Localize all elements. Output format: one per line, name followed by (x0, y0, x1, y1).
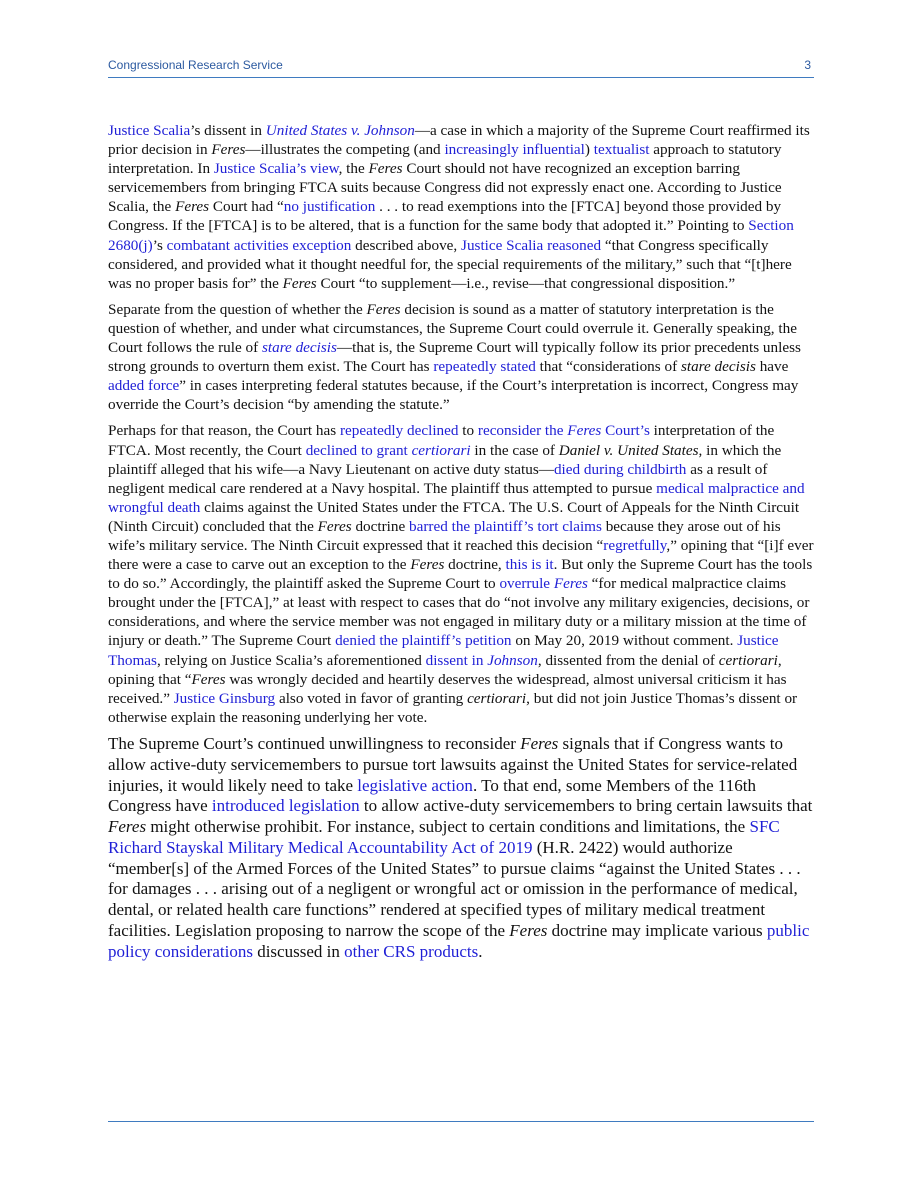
text: . To that end, some Members of the 116th Congress have (108, 775, 756, 816)
italic-text: stare decisis (261, 339, 337, 357)
text: Separate from the question of whether the (108, 300, 367, 318)
link-regretfully[interactable]: regretfully (603, 536, 667, 554)
link-medical-malpractice-and-wrongful-death[interactable]: medical malpractice and wrongful death (108, 479, 805, 516)
text: The Supreme Court’s continued unwillingness to reconsider (108, 733, 521, 753)
text: to (458, 422, 478, 440)
link-united-states-v-johnson[interactable] (266, 122, 415, 139)
text: ’s (152, 236, 167, 254)
link-text: dissent in (425, 651, 488, 669)
italic-text: Feres (211, 141, 246, 159)
text: . But only the Supreme Court has the tools to do so.” Accordingly, the plaintiff asked the Supreme Court to (108, 556, 813, 593)
italic-text: Feres (520, 733, 559, 753)
link-repeatedly-declined[interactable]: repeatedly declined (339, 422, 459, 440)
page-header (108, 58, 814, 74)
text: ,” opining that “[i]f ever there were a case to carve out an exception to the (108, 536, 814, 574)
header-rule (108, 77, 814, 78)
link-other-crs-products[interactable]: other CRS products (344, 941, 479, 961)
link-declined-to-grant-certiorari[interactable] (306, 442, 471, 459)
link-justice-scalia-reasoned[interactable]: Justice Scalia reasoned (461, 236, 602, 254)
text: described above, (351, 236, 462, 254)
paragraph-scalia-dissent (108, 121, 814, 293)
link-stare-decisis[interactable] (262, 339, 337, 356)
text: , the (338, 160, 369, 178)
link-introduced-legislation[interactable]: introduced legislation (211, 796, 360, 816)
text: Court should not have recognized an exception barring servicemembers from bringing FTCA suits because Congress did not expressly enact one. According to Justice Scalia, the (108, 160, 782, 216)
link-overrule-feres[interactable] (499, 575, 587, 592)
text: also voted in favor of granting (275, 689, 468, 707)
link-public-policy-considerations[interactable]: public policy considerations (108, 921, 810, 961)
page-number: 3 (804, 58, 811, 72)
text: to allow active-duty servicemembers to bring certain lawsuits that (359, 796, 813, 816)
italic-text: Feres (108, 817, 147, 837)
link-justice-ginsburg[interactable]: Justice Ginsburg (173, 689, 276, 707)
text: —illustrates the competing (and (245, 141, 445, 159)
italic-text: Feres (509, 921, 548, 941)
text: discussed in (252, 941, 345, 961)
text: Court “to supplement—i.e., revise—that congressional disposition.” (316, 274, 736, 292)
italic-text: Feres (567, 422, 602, 440)
link-dissent-in-johnson[interactable] (426, 652, 538, 669)
link-denied-the-plaintiffs-petition[interactable]: denied the plaintiff’s petition (335, 632, 512, 650)
italic-text: certiorari (467, 689, 527, 707)
text: in the case of (470, 441, 559, 459)
italic-text: Feres (410, 556, 445, 574)
text: ) (584, 141, 594, 159)
link-barred-the-plaintiffs-tort-claims[interactable]: barred the plaintiff’s tort claims (409, 517, 602, 535)
document-body (108, 121, 814, 970)
text: might otherwise prohibit. For instance, subject to certain conditions and limitations, the (146, 817, 750, 837)
link-section-2680j[interactable]: Section 2680(j) (108, 217, 794, 254)
link-legislative-action[interactable]: legislative action (357, 775, 473, 795)
paragraph-daniel-v-united-states (108, 421, 814, 727)
link-died-during-childbirth[interactable]: died during childbirth (553, 460, 687, 478)
text: decision is sound as a matter of statutory interpretation is the question of whether, and under what circumstances, the Supreme Court could overrule it. Generally speaking, the Court follows the rule of (108, 300, 797, 357)
link-text: overrule (499, 575, 554, 593)
italic-text: Feres (366, 300, 401, 318)
text: , but did not join Justice Thomas’s dissent or otherwise explain the reasoning underlying her vote. (108, 689, 798, 726)
link-justice-scalia[interactable]: Justice Scalia (108, 122, 191, 139)
link-no-justification[interactable]: no justification (283, 198, 376, 216)
footer-rule (108, 1121, 814, 1122)
text: have (755, 358, 789, 376)
paragraph-stare-decisis (108, 300, 814, 415)
italic-text: Feres (368, 160, 403, 178)
link-textualist[interactable]: textualist (593, 141, 650, 159)
text: Perhaps for that reason, the Court has (108, 422, 340, 440)
text: ” in cases interpreting federal statutes because, if the Court’s interpretation is incorrect, Congress may override the Court’s decision “by amending the statute.” (108, 377, 799, 414)
text: , dissented from the denial of (537, 651, 719, 669)
italic-text: Feres (553, 575, 588, 593)
text: ’s dissent in (190, 122, 266, 139)
text: was wrongly decided and heartily deserves the widespread, almost universal criticism it has received.” (108, 670, 787, 707)
text: , relying on Justice Scalia’s aforementioned (156, 651, 426, 669)
text: —a case in which a majority of the Supreme Court reaffirmed its prior decision in (108, 122, 810, 159)
italic-text: United States v. Johnson (265, 122, 415, 139)
link-text: declined to grant (305, 441, 412, 459)
italic-text: Feres (175, 198, 210, 216)
link-added-force[interactable]: added force (108, 377, 180, 395)
text: that “considerations of (535, 358, 681, 376)
text: Court had “ (209, 198, 284, 216)
text: claims against the United States under the FTCA. The U.S. Court of Appeals for the Ninth Circuit (Ninth Circuit) concluded that the (108, 498, 800, 535)
italic-text: Feres (191, 670, 226, 688)
italic-text: Feres (317, 517, 352, 535)
link-text: reconsider the (477, 422, 568, 440)
text: on May 20, 2019 without comment. (511, 632, 738, 650)
link-this-is-it[interactable]: this is it (505, 556, 554, 574)
text: approach to statutory interpretation. In (108, 141, 782, 178)
paragraph-legislative-action (108, 734, 814, 963)
text: signals that if Congress wants to allow active-duty servicemembers to pursue tort lawsuits against the United States for service-related injuries, it would likely need to take (108, 733, 798, 795)
link-increasingly-influential[interactable]: increasingly influential (444, 141, 585, 159)
text: because they arose out of his wife’s military service. The Ninth Circuit expressed that it reached this decision “ (108, 517, 781, 554)
text: —that is, the Supreme Court will typically follow its prior precedents unless strong grounds to overturn them exist. The Court has (108, 339, 801, 376)
italic-text: certiorari (411, 441, 471, 459)
text: doctrine (351, 517, 410, 535)
link-sfc-richard-stayskal-act[interactable]: SFC Richard Stayskal Military Medical Accountability Act of 2019 (108, 817, 780, 857)
italic-text: certiorari (718, 651, 778, 669)
text: . . . to read exemptions into the [FTCA] beyond those provided by Congress. If the [FTCA] is to be altered, that is a function for the same body that adopted it.” Pointing to (108, 198, 782, 235)
text: , opining that “ (108, 651, 782, 688)
italic-text: Johnson (487, 651, 538, 669)
text: “for medical malpractice claims brought under the [FTCA],” at least with respect to cases that do “not involve any military exigencies, decisions, or considerations, and where the service member was not engaged in military duty or a military mission at the time of injury or death.” The Supreme Court (108, 575, 810, 650)
text: interpretation of the FTCA. Most recently, the Court (108, 422, 775, 459)
italic-text: Feres (282, 274, 317, 292)
link-justice-thomas[interactable]: Justice Thomas (108, 632, 779, 669)
text: as a result of negligent medical care rendered at a Navy hospital. The plaintiff thus attempted to pursue (108, 460, 768, 497)
link-justice-scalias-view[interactable]: Justice Scalia’s view (213, 160, 339, 178)
link-repeatedly-stated[interactable]: repeatedly stated (433, 358, 536, 376)
italic-text: stare decisis (680, 358, 756, 376)
text: “that Congress specifically considered, and provided what it thought needful for, the special requirements of the military,” such that “[t]here was no proper basis for” the (108, 236, 792, 292)
text: doctrine, (444, 556, 506, 574)
text: (H.R. 2422) would authorize “member[s] of the Armed Forces of the United States” to pursue claims “against the United States . . . for damages . . . arising out of a negligent or wrongful act or omission in the performance of medical, dental, or related health care functions” rendered at specified types of military medical treatment facilities. Legislation proposing to narrow the scope of the (108, 837, 801, 941)
text: doctrine may implicate various (547, 921, 767, 941)
header-source: Congressional Research Service (108, 58, 283, 72)
link-reconsider-feres[interactable] (478, 422, 650, 439)
italic-text: Daniel v. United States (558, 441, 699, 459)
link-text: Court’s (601, 422, 650, 440)
text: . (478, 941, 483, 961)
text: , in which the plaintiff alleged that his wife—a Navy Lieutenant on active duty status— (108, 441, 782, 478)
link-combatant-activities-exception[interactable]: combatant activities exception (166, 236, 352, 254)
